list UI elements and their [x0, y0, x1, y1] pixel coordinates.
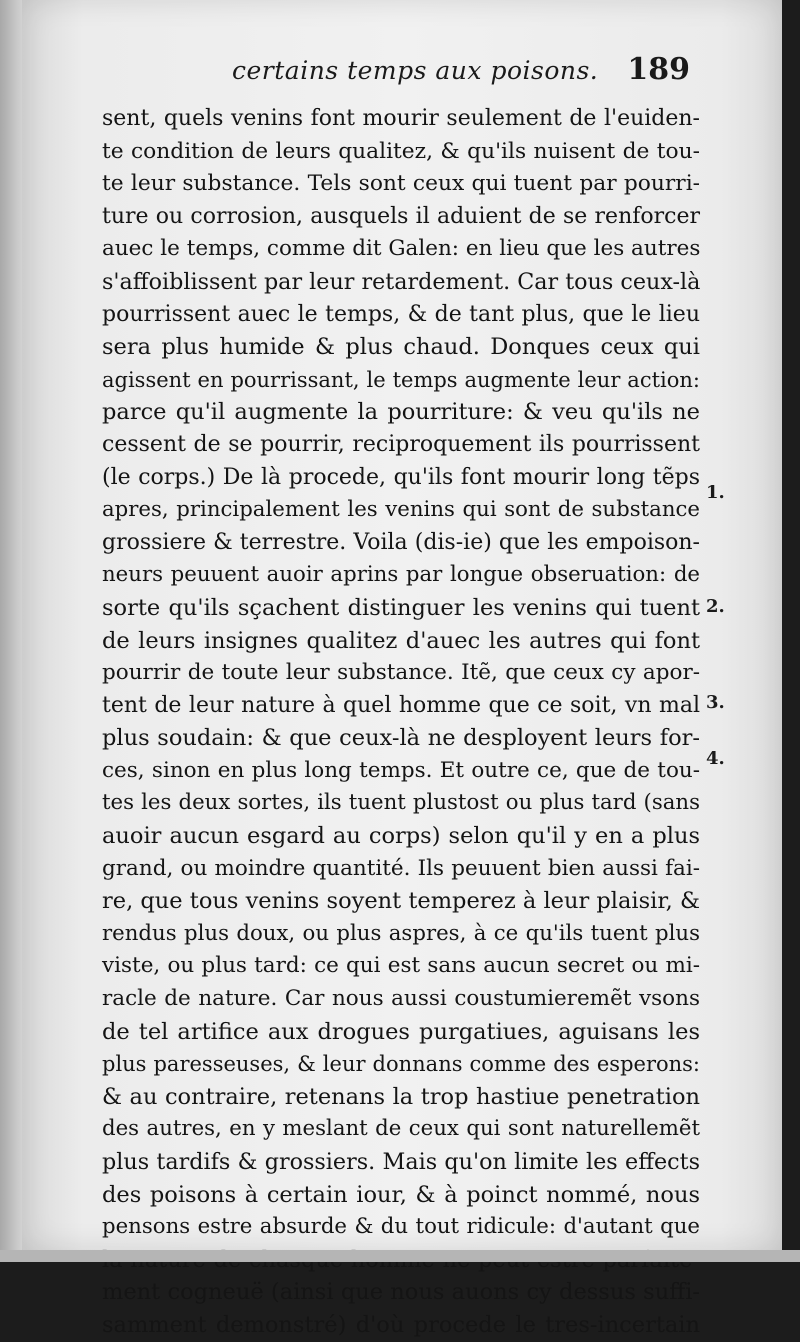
- text-line: des poisons à certain iour, & à poinct nommé, nous: [102, 1181, 700, 1208]
- body-text: [102, 103, 700, 1342]
- text-line: grand, ou moindre quantité. Ils peuuent bien aussi fai-: [102, 855, 700, 881]
- book-binding-shadow: [0, 0, 22, 1262]
- text-line: cessent de se pourrir, reciproquement ils pourrissent: [102, 431, 700, 457]
- page-number: 189: [627, 52, 690, 87]
- text-line: s'affoiblissent par leur retardement. Car tous ceux-là: [102, 268, 701, 295]
- margin-number-1: 1.: [706, 482, 725, 503]
- text-line: agissent en pourrissant, le temps augmente leur action:: [102, 367, 700, 392]
- text-line: tent de leur nature à quel homme que ce soit, vn mal: [102, 692, 700, 718]
- text-line: pensons estre absurde & du tout ridicule: d'autant que: [102, 1214, 700, 1240]
- text-line: auec le temps, comme dit Galen: en lieu que les autres: [102, 236, 701, 262]
- text-line: parce qu'il augmente la pourriture: & veu qu'ils ne: [102, 399, 700, 426]
- text-line: pourrissent auec le temps, & de tant plus, que le lieu: [102, 301, 700, 327]
- text-line: auoir aucun esgard au corps) selon qu'il y en a plus: [102, 823, 700, 850]
- text-line: te condition de leurs qualitez, & qu'ils nuisent de tou-: [102, 138, 700, 164]
- text-line: ces, sinon en plus long temps. Et outre ce, que de tou-: [102, 757, 700, 783]
- margin-notes: [706, 0, 746, 1250]
- margin-number-2: 2.: [706, 596, 725, 617]
- text-line: pourrir de toute leur substance. Itẽ, que ceux cy apor-: [102, 660, 700, 686]
- running-head: certains temps aux poisons.: [232, 56, 599, 85]
- margin-number-4: 4.: [706, 748, 725, 769]
- text-line: & au contraire, retenans la trop hastiue penetration: [102, 1083, 700, 1110]
- text-line: plus tardifs & grossiers. Mais qu'on limite les effects: [102, 1149, 700, 1175]
- text-line: apres, principalement les venins qui sont de substance: [102, 497, 700, 523]
- text-line: de leurs insignes qualitez d'auec les autres qui font: [102, 627, 700, 654]
- text-line: ture ou corrosion, ausquels il aduient de se renforcer: [102, 203, 700, 229]
- text-line: tes les deux sortes, ils tuent plustost ou plus tard (sans: [102, 790, 700, 816]
- book-page: [22, 0, 782, 1338]
- text-line: ment cogneuë (ainsi que nous auons cy dessus suffi-: [102, 1279, 700, 1306]
- text-line: plus paresseuses, & leur donnans comme des esperons:: [102, 1052, 700, 1077]
- text-line: racle de nature. Car nous aussi coustumieremẽt vsons: [102, 986, 700, 1012]
- text-line: samment demonstré) d'où procede le tres-incertain: [102, 1311, 700, 1338]
- text-line: re, que tous venins soyent temperez à leur plaisir, &: [102, 888, 700, 915]
- page-bottom-edge: [0, 1250, 800, 1262]
- text-line: sent, quels venins font mourir seulement de l'euiden-: [102, 106, 700, 131]
- page-header: [232, 52, 690, 92]
- text-line: neurs peuuent auoir aprins par longue obseruation: de: [102, 562, 700, 588]
- text-line: sera plus humide & plus chaud. Donques ceux qui: [102, 334, 700, 361]
- text-line: plus soudain: & que ceux-là ne desployent leurs for-: [102, 725, 700, 752]
- margin-number-3: 3.: [706, 692, 725, 713]
- text-line: viste, ou plus tard: ce qui est sans aucun secret ou mi-: [102, 953, 700, 979]
- text-line: de tel artifice aux drogues purgatiues, aguisans les: [102, 1018, 700, 1045]
- text-line: (le corps.) De là procede, qu'ils font mourir long tẽps: [102, 464, 700, 490]
- text-line: te leur substance. Tels sont ceux qui tuent par pourri-: [102, 171, 700, 197]
- text-line: sorte qu'ils sçachent distinguer les venins qui tuent: [102, 594, 700, 621]
- text-line: rendus plus doux, ou plus aspres, à ce qu'ils tuent plus: [102, 920, 700, 946]
- text-line: des autres, en y meslant de ceux qui sont naturellemẽt: [102, 1116, 700, 1142]
- text-line: grossiere & terrestre. Voila (dis-ie) que les empoison-: [102, 529, 700, 555]
